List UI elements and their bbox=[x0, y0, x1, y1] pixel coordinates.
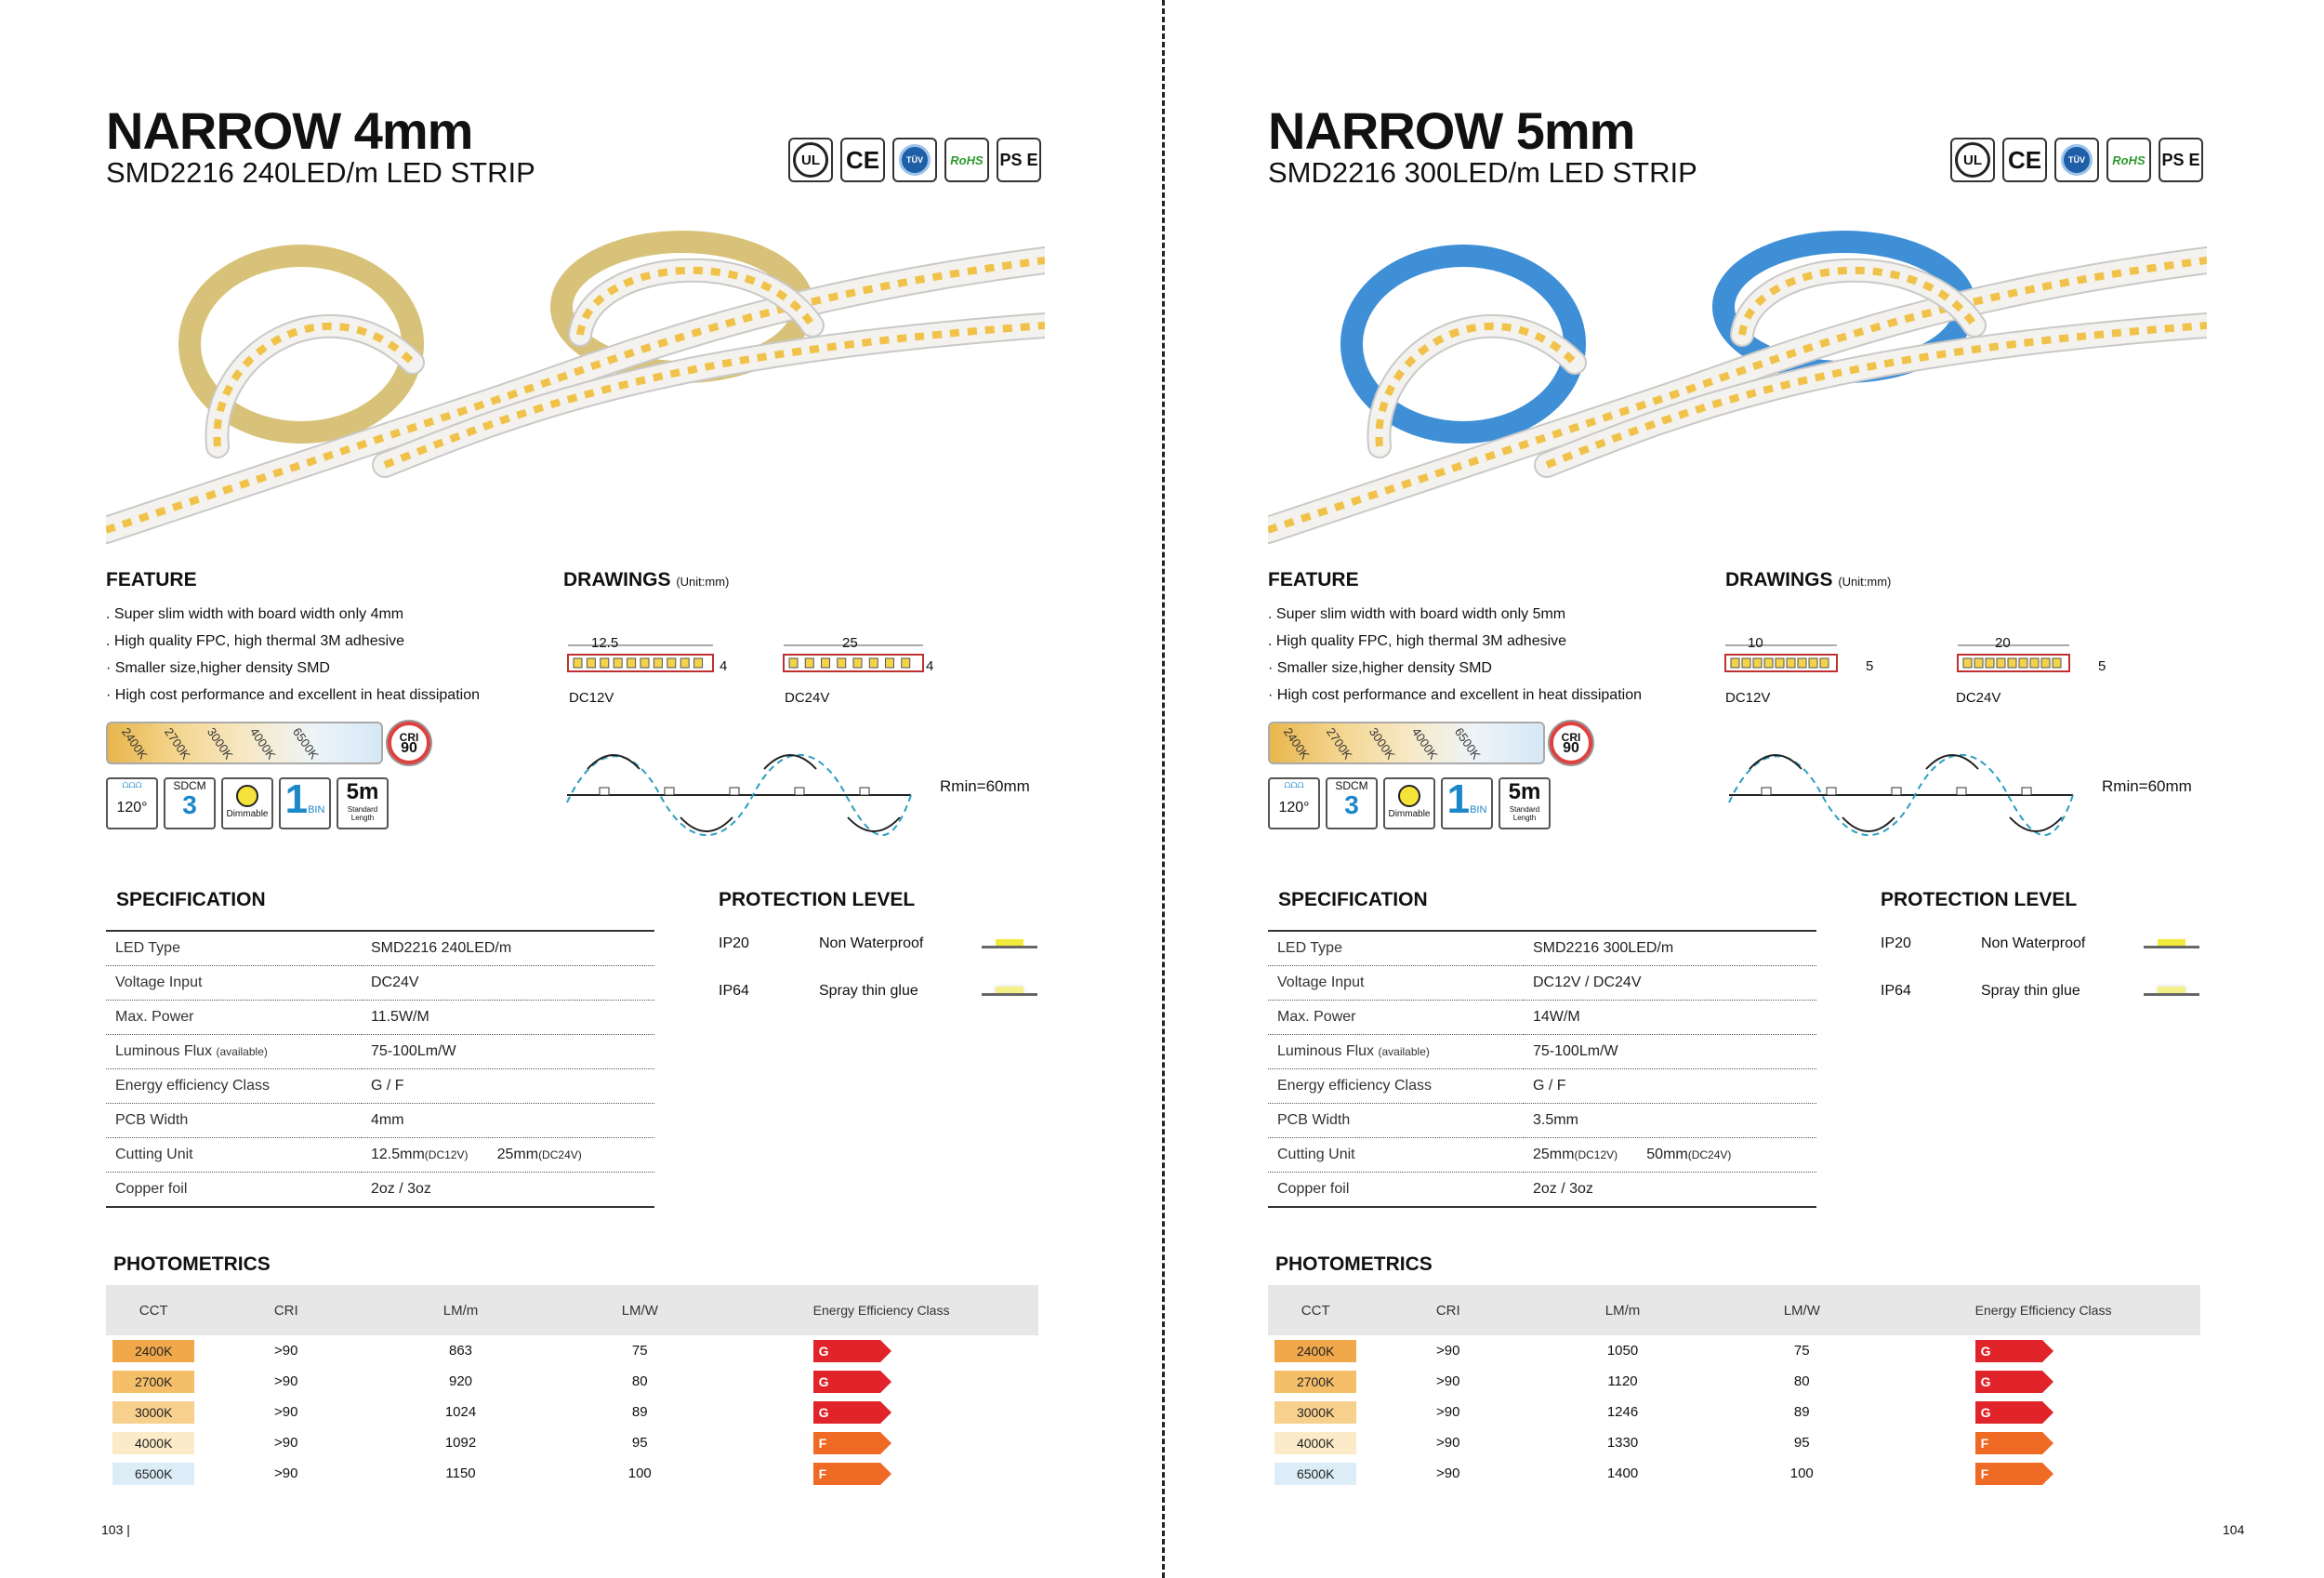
cct-option: 4000K bbox=[1408, 724, 1441, 762]
led-chip bbox=[1997, 658, 2005, 668]
glue-coated-strip-icon bbox=[982, 987, 1037, 996]
cct-cell: 2400K bbox=[1268, 1335, 1363, 1366]
lmw-cell: 100 bbox=[627, 1465, 652, 1481]
protection-heading: PROTECTION LEVEL bbox=[719, 889, 916, 910]
cct-options-bar bbox=[1268, 722, 1545, 764]
drawing-a-height: 5 bbox=[1866, 658, 1874, 674]
ce-cert-icon: CE bbox=[840, 138, 885, 182]
tuv-cert-icon: TÜV bbox=[2054, 138, 2099, 182]
energy-class-cell bbox=[1892, 1335, 2200, 1366]
lmw-cell: 75 bbox=[631, 1343, 648, 1359]
led-chip bbox=[2041, 658, 2050, 668]
certification-icons bbox=[1950, 138, 2203, 182]
led-chip bbox=[886, 658, 894, 668]
dimmable-badge: Dimmable bbox=[1383, 777, 1435, 829]
led-chip bbox=[654, 658, 662, 668]
sdcm-badge: SDCM 3 bbox=[1326, 777, 1378, 829]
drawing-b-dimension: 25 bbox=[842, 635, 858, 651]
ce-cert-icon: CE bbox=[2002, 138, 2047, 182]
led-chip bbox=[694, 658, 703, 668]
specification-table bbox=[106, 930, 654, 1208]
feature-heading: FEATURE bbox=[106, 569, 197, 590]
lmm-cell: 1330 bbox=[1606, 1435, 1639, 1451]
led-mark bbox=[1892, 788, 1901, 795]
lmm-cell: 1092 bbox=[444, 1435, 477, 1451]
led-chip bbox=[1742, 658, 1750, 668]
non-waterproof-strip-icon bbox=[982, 939, 1037, 948]
energy-class-arrow: G bbox=[1975, 1401, 2042, 1424]
cri-cell: >90 bbox=[1436, 1435, 1460, 1451]
photometrics-table: CCT CRI LM/m LM/W Energy Efficiency Class 2400K >90 1050 75 G 2700K >90 1120 80 G 3000K >90 1246 89 G 4000K >90 1330 95 F 6500K >90 1400 100 F bbox=[1268, 1285, 2200, 1489]
cct-cell: 2400K bbox=[106, 1335, 201, 1366]
lmm-cell: 920 bbox=[448, 1373, 473, 1389]
energy-class-cell bbox=[1892, 1397, 2200, 1427]
cri-badge: CRI 90 bbox=[1550, 722, 1592, 764]
product-subtitle: SMD2216 240LED/m LED STRIP bbox=[106, 156, 535, 189]
protection-row-ip20: IP20 Non Waterproof bbox=[1881, 935, 2199, 952]
photometrics-heading: PHOTOMETRICS bbox=[1275, 1253, 1433, 1275]
energy-class-cell bbox=[1892, 1427, 2200, 1458]
led-strip-photo bbox=[106, 223, 1045, 549]
led-chip bbox=[869, 658, 878, 668]
protection-heading: PROTECTION LEVEL bbox=[1881, 889, 2078, 910]
table-row bbox=[1268, 1397, 2200, 1427]
rohs-cert-icon: RoHS bbox=[944, 138, 989, 182]
led-chip bbox=[1731, 658, 1739, 668]
feature-item: . Super slim width with board width only 5mm bbox=[1268, 606, 1566, 622]
table-row: Cutting Unit 12.5mm(DC12V) 25mm(DC24V) bbox=[106, 1138, 654, 1173]
lmm-cell: 1400 bbox=[1606, 1465, 1639, 1481]
page-number: 103 | bbox=[101, 1522, 130, 1537]
cct-options-bar bbox=[106, 722, 383, 764]
energy-class-arrow: F bbox=[1975, 1432, 2042, 1454]
led-mark bbox=[795, 788, 804, 795]
pse-cert-icon: PS E bbox=[997, 138, 1041, 182]
energy-class-arrow: G bbox=[1975, 1371, 2042, 1393]
dimmer-icon bbox=[1398, 785, 1420, 807]
lmm-cell: 1120 bbox=[1607, 1373, 1638, 1389]
cct-option: 2400K bbox=[118, 724, 151, 762]
feature-item: · High cost performance and excellent in heat dissipation bbox=[106, 687, 480, 703]
led-mark bbox=[860, 788, 869, 795]
energy-class-cell bbox=[730, 1397, 1038, 1427]
led-strip-photo bbox=[1268, 223, 2207, 549]
lmw-cell: 75 bbox=[1793, 1343, 1810, 1359]
led-chip bbox=[627, 658, 636, 668]
specification-heading: SPECIFICATION bbox=[1278, 889, 1428, 910]
cri-cell: >90 bbox=[1436, 1465, 1460, 1481]
lmw-cell: 100 bbox=[1789, 1465, 1814, 1481]
energy-class-arrow: G bbox=[813, 1371, 880, 1393]
table-row: Max. Power 11.5W/M bbox=[106, 1001, 654, 1035]
table-row: Max. Power 14W/M bbox=[1268, 1001, 1816, 1035]
led-chip bbox=[587, 658, 595, 668]
led-chip bbox=[822, 658, 830, 668]
energy-class-arrow: G bbox=[1975, 1340, 2042, 1362]
bin-badge: 1BIN bbox=[1441, 777, 1493, 829]
lmw-cell: 89 bbox=[1793, 1404, 1810, 1420]
feature-item: . High quality FPC, high thermal 3M adhesive bbox=[1268, 633, 1567, 649]
lmw-cell: 95 bbox=[631, 1435, 648, 1451]
cct-cell: 6500K bbox=[106, 1458, 201, 1489]
led-mark bbox=[730, 788, 739, 795]
length-badge: 5m Standard Length bbox=[1499, 777, 1551, 829]
bin-badge: 1BIN bbox=[279, 777, 331, 829]
table-row: Voltage Input DC24V bbox=[106, 966, 654, 1001]
led-chip bbox=[574, 658, 582, 668]
drawing-b-height: 5 bbox=[2098, 658, 2106, 674]
ul-cert-icon: UL bbox=[1950, 138, 1995, 182]
lmm-cell: 1024 bbox=[444, 1404, 477, 1420]
cct-cell: 2700K bbox=[1268, 1366, 1363, 1397]
rohs-cert-icon: RoHS bbox=[2106, 138, 2151, 182]
table-row: Energy efficiency Class G / F bbox=[106, 1069, 654, 1104]
cri-badge: CRI 90 bbox=[388, 722, 430, 764]
table-row bbox=[106, 1458, 1038, 1489]
lmm-cell: 1150 bbox=[445, 1465, 476, 1481]
protection-row-ip64: IP64 Spray thin glue bbox=[719, 983, 1037, 1000]
table-row bbox=[106, 1335, 1038, 1366]
non-waterproof-strip-icon bbox=[2144, 939, 2199, 948]
cct-cell: 4000K bbox=[1268, 1427, 1363, 1458]
cri-cell: >90 bbox=[274, 1465, 298, 1481]
led-chip bbox=[680, 658, 689, 668]
table-row bbox=[1268, 1427, 2200, 1458]
led-chip bbox=[1986, 658, 1994, 668]
table-row: LED Type SMD2216 240LED/m bbox=[106, 931, 654, 966]
photometrics-table: CCT CRI LM/m LM/W Energy Efficiency Class 2400K >90 863 75 G 2700K >90 920 80 G 3000K >90 1024 89 G 4000K >90 1092 95 F 6500K >90 1150 100 F bbox=[106, 1285, 1038, 1489]
cct-cell: 3000K bbox=[106, 1397, 201, 1427]
feature-item: · Smaller size,higher density SMD bbox=[106, 660, 330, 676]
led-chip bbox=[2008, 658, 2016, 668]
cri-cell: >90 bbox=[1436, 1343, 1460, 1359]
drawing-a-dimension: 10 bbox=[1748, 635, 1763, 651]
specification-heading: SPECIFICATION bbox=[116, 889, 266, 910]
cri-cell: >90 bbox=[274, 1373, 298, 1389]
led-mark bbox=[600, 788, 609, 795]
table-row: Luminous Flux (available) 75-100Lm/W bbox=[1268, 1035, 1816, 1069]
table-row bbox=[106, 1397, 1038, 1427]
length-badge: 5m Standard Length bbox=[337, 777, 389, 829]
table-row bbox=[1268, 1458, 2200, 1489]
cct-option: 4000K bbox=[246, 724, 279, 762]
dimmer-icon bbox=[236, 785, 258, 807]
led-chip bbox=[2030, 658, 2039, 668]
feature-item: . High quality FPC, high thermal 3M adhesive bbox=[106, 633, 405, 649]
table-row bbox=[1268, 1335, 2200, 1366]
protection-row-ip20: IP20 Non Waterproof bbox=[719, 935, 1037, 952]
beam-icon: ⩍⩍⩍ bbox=[1284, 779, 1304, 790]
drawings-heading: DRAWINGS (Unit:mm) bbox=[1725, 569, 1892, 590]
cct-option: 2700K bbox=[161, 724, 193, 762]
led-mark bbox=[1827, 788, 1836, 795]
lmw-cell: 80 bbox=[631, 1373, 648, 1389]
table-row: PCB Width 3.5mm bbox=[1268, 1104, 1816, 1138]
led-chip bbox=[1753, 658, 1762, 668]
photometrics-heading: PHOTOMETRICS bbox=[113, 1253, 271, 1275]
led-chip bbox=[1776, 658, 1784, 668]
lmw-cell: 95 bbox=[1793, 1435, 1810, 1451]
led-mark bbox=[1762, 788, 1771, 795]
cct-option: 3000K bbox=[204, 724, 236, 762]
energy-class-arrow: F bbox=[813, 1463, 880, 1485]
table-row: LED Type SMD2216 300LED/m bbox=[1268, 931, 1816, 966]
led-chip bbox=[902, 658, 910, 668]
cct-option: 3000K bbox=[1366, 724, 1398, 762]
energy-class-cell bbox=[730, 1458, 1038, 1489]
product-title: NARROW 5mm bbox=[1268, 101, 1635, 160]
cct-option: 6500K bbox=[289, 724, 322, 762]
dimmable-badge: Dimmable bbox=[221, 777, 273, 829]
table-row bbox=[1268, 1366, 2200, 1397]
lmm-cell: 863 bbox=[448, 1343, 473, 1359]
feature-item: . Super slim width with board width only 4mm bbox=[106, 606, 404, 622]
energy-class-cell bbox=[1892, 1458, 2200, 1489]
ul-cert-icon: UL bbox=[788, 138, 833, 182]
table-row bbox=[106, 1427, 1038, 1458]
led-chip bbox=[614, 658, 622, 668]
drawing-b-height: 4 bbox=[926, 658, 934, 674]
cct-cell: 6500K bbox=[1268, 1458, 1363, 1489]
beam-angle-badge: ⩍⩍⩍ 120° bbox=[106, 777, 158, 829]
energy-class-cell bbox=[730, 1427, 1038, 1458]
beam-angle-badge: ⩍⩍⩍ 120° bbox=[1268, 777, 1320, 829]
energy-class-arrow: F bbox=[813, 1432, 880, 1454]
min-bend-radius: Rmin=60mm bbox=[940, 777, 1030, 795]
cri-cell: >90 bbox=[1436, 1404, 1460, 1420]
led-chip bbox=[789, 658, 798, 668]
led-chip bbox=[1820, 658, 1829, 668]
drawing-a-voltage: DC12V bbox=[1725, 690, 1771, 706]
catalog-page bbox=[1162, 0, 2324, 1578]
energy-class-cell bbox=[730, 1366, 1038, 1397]
led-chip bbox=[853, 658, 862, 668]
min-bend-radius: Rmin=60mm bbox=[2102, 777, 2192, 795]
cri-cell: >90 bbox=[274, 1435, 298, 1451]
led-mark bbox=[1957, 788, 1966, 795]
table-row: Voltage Input DC12V / DC24V bbox=[1268, 966, 1816, 1001]
energy-class-arrow: F bbox=[1975, 1463, 2042, 1485]
sdcm-badge: SDCM 3 bbox=[164, 777, 216, 829]
glue-coated-strip-icon bbox=[2144, 987, 2199, 996]
led-mark bbox=[2022, 788, 2031, 795]
beam-icon: ⩍⩍⩍ bbox=[122, 779, 142, 790]
certification-icons bbox=[788, 138, 1041, 182]
led-chip bbox=[2053, 658, 2061, 668]
drawing-b-dimension: 20 bbox=[1995, 635, 2011, 651]
cct-cell: 2700K bbox=[106, 1366, 201, 1397]
table-row: Luminous Flux (available) 75-100Lm/W bbox=[106, 1035, 654, 1069]
energy-class-cell bbox=[730, 1335, 1038, 1366]
cri-cell: >90 bbox=[274, 1343, 298, 1359]
table-row: PCB Width 4mm bbox=[106, 1104, 654, 1138]
product-subtitle: SMD2216 300LED/m LED STRIP bbox=[1268, 156, 1697, 189]
product-title: NARROW 4mm bbox=[106, 101, 473, 160]
bend-arrow bbox=[848, 817, 900, 831]
table-row: Energy efficiency Class G / F bbox=[1268, 1069, 1816, 1104]
energy-class-arrow: G bbox=[813, 1401, 880, 1424]
bend-arrow bbox=[2010, 817, 2062, 831]
tuv-cert-icon: TÜV bbox=[892, 138, 937, 182]
led-chip bbox=[640, 658, 649, 668]
strip-drawings bbox=[1720, 621, 2203, 854]
table-row bbox=[106, 1366, 1038, 1397]
led-mark bbox=[665, 788, 674, 795]
led-chip bbox=[838, 658, 846, 668]
drawings-heading: DRAWINGS (Unit:mm) bbox=[563, 569, 730, 590]
lmm-cell: 1050 bbox=[1606, 1343, 1639, 1359]
lmm-cell: 1246 bbox=[1606, 1404, 1639, 1420]
drawing-b-voltage: DC24V bbox=[785, 690, 830, 706]
led-chip bbox=[805, 658, 813, 668]
specification-table bbox=[1268, 930, 1816, 1208]
led-chip bbox=[1974, 658, 1983, 668]
drawing-a-height: 4 bbox=[720, 658, 728, 674]
feature-item: · High cost performance and excellent in heat dissipation bbox=[1268, 687, 1642, 703]
table-row: Copper foil 2oz / 3oz bbox=[1268, 1173, 1816, 1208]
cct-cell: 3000K bbox=[1268, 1397, 1363, 1427]
lmw-cell: 80 bbox=[1793, 1373, 1810, 1389]
led-chip bbox=[1809, 658, 1817, 668]
feature-list bbox=[106, 601, 480, 709]
led-chip bbox=[1787, 658, 1795, 668]
led-chip bbox=[1764, 658, 1773, 668]
drawing-a-dimension: 12.5 bbox=[591, 635, 619, 651]
cri-cell: >90 bbox=[1436, 1373, 1460, 1389]
cct-cell: 4000K bbox=[106, 1427, 201, 1458]
energy-class-cell bbox=[1892, 1366, 2200, 1397]
feature-heading: FEATURE bbox=[1268, 569, 1359, 590]
cri-cell: >90 bbox=[274, 1404, 298, 1420]
cct-option: 6500K bbox=[1451, 724, 1484, 762]
cct-option: 2700K bbox=[1323, 724, 1355, 762]
table-row: Copper foil 2oz / 3oz bbox=[106, 1173, 654, 1208]
led-chip bbox=[1963, 658, 1972, 668]
cct-option: 2400K bbox=[1280, 724, 1313, 762]
page-number: 104 bbox=[2223, 1522, 2245, 1537]
energy-class-arrow: G bbox=[813, 1340, 880, 1362]
lmw-cell: 89 bbox=[631, 1404, 648, 1420]
feature-item: · Smaller size,higher density SMD bbox=[1268, 660, 1492, 676]
led-chip bbox=[601, 658, 609, 668]
protection-row-ip64: IP64 Spray thin glue bbox=[1881, 983, 2199, 1000]
table-row: Cutting Unit 25mm(DC12V) 50mm(DC24V) bbox=[1268, 1138, 1816, 1173]
led-chip bbox=[1798, 658, 1806, 668]
strip-drawings bbox=[558, 621, 1041, 854]
pse-cert-icon: PS E bbox=[2159, 138, 2203, 182]
led-chip bbox=[667, 658, 676, 668]
drawing-a-voltage: DC12V bbox=[569, 690, 614, 706]
led-chip bbox=[2019, 658, 2027, 668]
feature-list bbox=[1268, 601, 1642, 709]
drawing-b-voltage: DC24V bbox=[1956, 690, 2001, 706]
